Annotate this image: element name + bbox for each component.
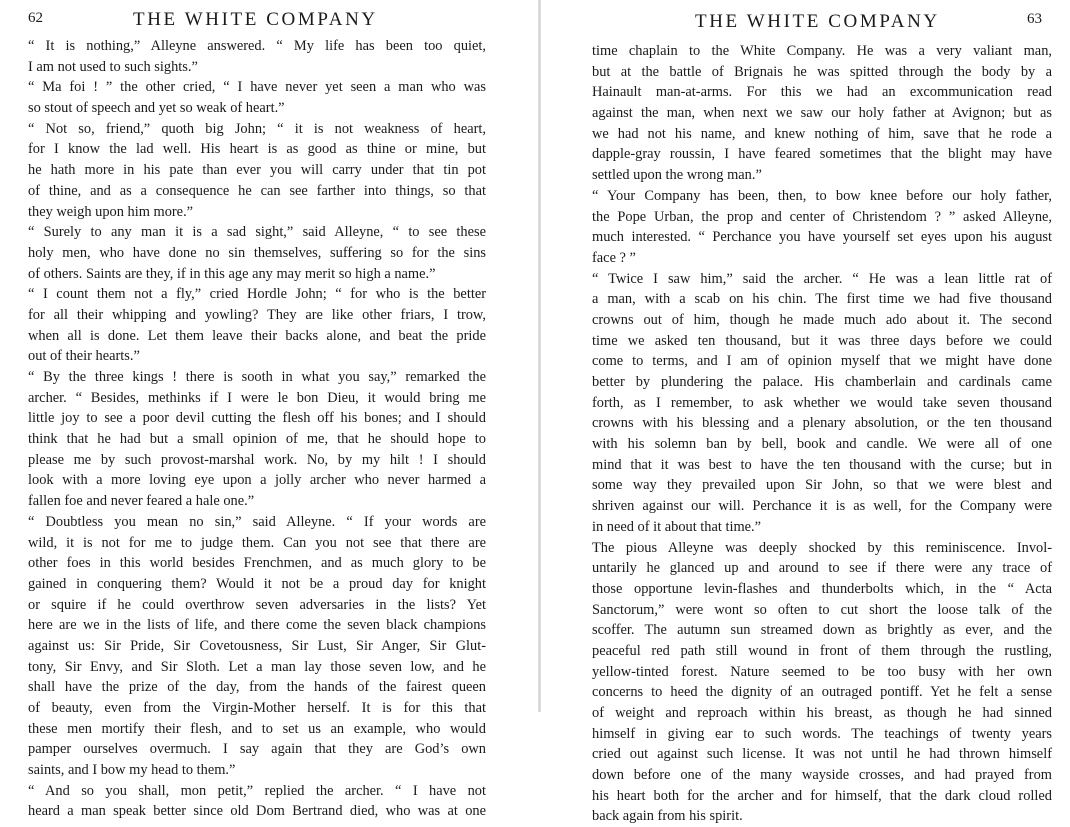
text-line: tony, Sir Envy, and Sir Sloth. Let a man lay those seven low, and he: [28, 658, 486, 675]
text-line: fallen foe and never feared a hale one.”: [28, 493, 255, 510]
text-line: “ By the three kings ! there is sooth in what you say,” remarked the: [28, 369, 486, 385]
page-number: 63: [1027, 11, 1042, 27]
text-line: so stout of speech and yet so weak of heart.”: [28, 100, 285, 117]
text-line: of weight and reproach within his breast, as though he had sinned: [592, 705, 1052, 721]
right-page: [540, 0, 1070, 825]
text-line: these men mortify their flesh, and to set us an example, who would: [28, 720, 486, 737]
text-line: down before one of the many wayside crosses, and had prayed from: [592, 767, 1052, 784]
text-line: crowns with his blessing and a plenary absolution, or the ten thousand: [592, 415, 1052, 432]
text-line: in need of it about that time.”: [592, 518, 762, 535]
text-line: “ It is nothing,” Alleyne answered. “ My life has been too quiet,: [28, 38, 486, 54]
text-line: for all their whipping and yowling? They are like other friars, I trow,: [28, 306, 486, 323]
body-text: [28, 36, 486, 822]
text-line: holy men, who have done no sin themselves, suffering so for the sins: [28, 244, 486, 261]
text-line: shall have the prize of the day, from the hands of the fairest queen: [28, 679, 486, 696]
text-line: “ Doubtless you mean no sin,” said Alleyne. “ If your words are: [28, 513, 486, 530]
text-line: he hath more in his pate than ever you will carry under that tin pot: [28, 162, 486, 179]
text-line: yellow-tinted forest. Nature seemed to be too busy with her own: [592, 663, 1052, 680]
text-line: Hainault man-at-arms. For this we had an excommunication read: [592, 84, 1052, 101]
text-line: shriven against our will. Perchance it is as well, for the Company were: [592, 498, 1052, 515]
text-line: crowns out of him, though he made much ado about it. The second: [592, 311, 1052, 328]
text-line: saints, and I bow my head to them.”: [28, 762, 236, 779]
text-line: against us: Sir Pride, Sir Covetousness, Sir Lust, Sir Anger, Sir Glut-: [28, 637, 486, 654]
text-line: “ Not so, friend,” quoth big John; “ it is not weakness of heart,: [28, 120, 486, 137]
text-line: of beauty, even from the Virgin-Mother herself. It is for this that: [28, 700, 486, 716]
text-line: a man, with a scab on his chin. The first time we had five thousand: [592, 291, 1052, 308]
text-line: with his solemn ban by bell, book and candle. We were all of one: [592, 436, 1052, 453]
running-head: THE WHITE COMPANY: [133, 9, 378, 30]
text-line: wild, it is not for me to judge them. Can you not see that there are: [28, 534, 486, 551]
text-line: time we asked ten thousand, but it was three days before we could: [592, 332, 1052, 349]
text-line: the Pope Urban, the prop and center of Christendom ? ” asked Alleyne,: [592, 208, 1052, 225]
text-line: look with a more loving eye upon a jolly archer who never harmed a: [28, 472, 486, 489]
text-line: “ Surely to any man it is a sad sight,” said Alleyne, “ to see these: [28, 224, 486, 241]
text-line: when all is done. Let them leave their backs alone, and beat the pride: [28, 327, 486, 344]
text-line: Sanctorum,” were wont so often to cut short the loose talk of the: [592, 601, 1052, 618]
text-line: heard a man speak better since old Dom Bertrand died, who was at one: [28, 803, 486, 820]
text-line: “ And so you shall, mon petit,” replied the archer. “ I have not: [28, 782, 486, 799]
text-line: better by plundering the palace. His chamberlain and cardinals came: [592, 374, 1052, 390]
text-line: untarily he glanced up and around to see if there were any trace of: [592, 560, 1052, 577]
text-line: concerns to heed the dignity of an outraged pontiff. Yet he felt a sense: [592, 684, 1052, 701]
text-line: out of their hearts.”: [28, 348, 140, 365]
text-line: they weigh upon him more.”: [28, 203, 194, 220]
text-line: or squire if he could overthrow seven adversaries in the lists? Yet: [28, 596, 486, 613]
text-line: we had not his name, and knew nothing of him, save that he rode a: [592, 125, 1052, 142]
text-line: for I know the lad well. His heart is as good as thine or mine, but: [28, 141, 486, 158]
text-line: those opportune levin-flashes and thunderbolts which, in the “ Acta: [592, 580, 1052, 597]
text-line: here are we in the lists of life, and there come the seven black champions: [28, 617, 486, 634]
text-line: come to terms, and I am of opinion myself that we might have done: [592, 353, 1052, 370]
text-line: some way they prevailed upon Sir John, so that we were blest and: [592, 477, 1052, 494]
text-line: please me by such provost-marshal work. No, by my hilt ! I should: [28, 451, 486, 468]
text-line: gained in conquering them? Would it not be a proud day for knight: [28, 575, 486, 592]
text-line: dapple-gray roussin, I have feared sometimes that the blight may have: [592, 146, 1052, 163]
body-text: [592, 41, 1052, 827]
text-line: settled upon the wrong man.”: [592, 167, 762, 184]
text-line: little joy to see a poor devil cutting the flesh off his bones; and I should: [28, 410, 486, 427]
text-line: scoffer. The autumn sun streamed down as brightly as ever, and the: [592, 622, 1052, 639]
text-line: of others. Saints are they, if in this age any may merit so high a name.”: [28, 265, 436, 282]
text-line: “ Twice I saw him,” said the archer. “ He was a lean little rat of: [592, 270, 1052, 287]
text-line: back again from his spirit.: [592, 808, 743, 825]
text-line: The pious Alleyne was deeply shocked by this reminiscence. Invol-: [592, 539, 1052, 556]
running-head: THE WHITE COMPANY: [695, 11, 940, 32]
text-line: “ Ma foi ! ” the other cried, “ I have never yet seen a man who was: [28, 79, 486, 96]
text-line: his heart both for the archer and for himself, that the dark cloud rolled: [592, 787, 1052, 804]
text-line: pamper ourselves overmuch. I say again that they are God’s own: [28, 741, 486, 758]
text-line: peaceful red path still wound in front of them through the rustling,: [592, 642, 1052, 659]
text-line: face ? ”: [592, 249, 636, 266]
text-line: cried out against such license. It was not until he had thrown himself: [592, 746, 1052, 763]
text-line: time chaplain to the White Company. He was a very valiant man,: [592, 43, 1052, 59]
text-line: I am not used to such sights.”: [28, 58, 198, 75]
text-line: of thine, and as a consequence he can see farther into things, so that: [28, 182, 486, 199]
text-line: mind that it was best to have the ten thousand with the curse; but in: [592, 456, 1052, 473]
text-line: much interested. “ Perchance you have yourself set eyes upon his august: [592, 229, 1052, 246]
text-line: against the man, when next we saw our holy father at Avignon; but as: [592, 105, 1052, 122]
text-line: forth, as I remember, to ask whether we would take seven thousand: [592, 394, 1052, 411]
text-line: “ I count them not a fly,” cried Hordle John; “ for who is the better: [28, 286, 486, 303]
text-line: himself in giving ear to such words. The teachings of twenty years: [592, 725, 1052, 742]
text-line: think that he had but a small opinion of me, that he should hope to: [28, 431, 486, 448]
text-line: “ Your Company has been, then, to bow knee before our holy father,: [592, 187, 1052, 204]
text-line: but at the battle of Brignais he was spitted through the body by a: [592, 63, 1052, 80]
text-line: other foes in this world besides Frenchmen, and as much glory to be: [28, 555, 486, 572]
text-line: archer. “ Besides, methinks if I were le bon Dieu, it would bring me: [28, 389, 486, 406]
page-number: 62: [28, 10, 43, 26]
